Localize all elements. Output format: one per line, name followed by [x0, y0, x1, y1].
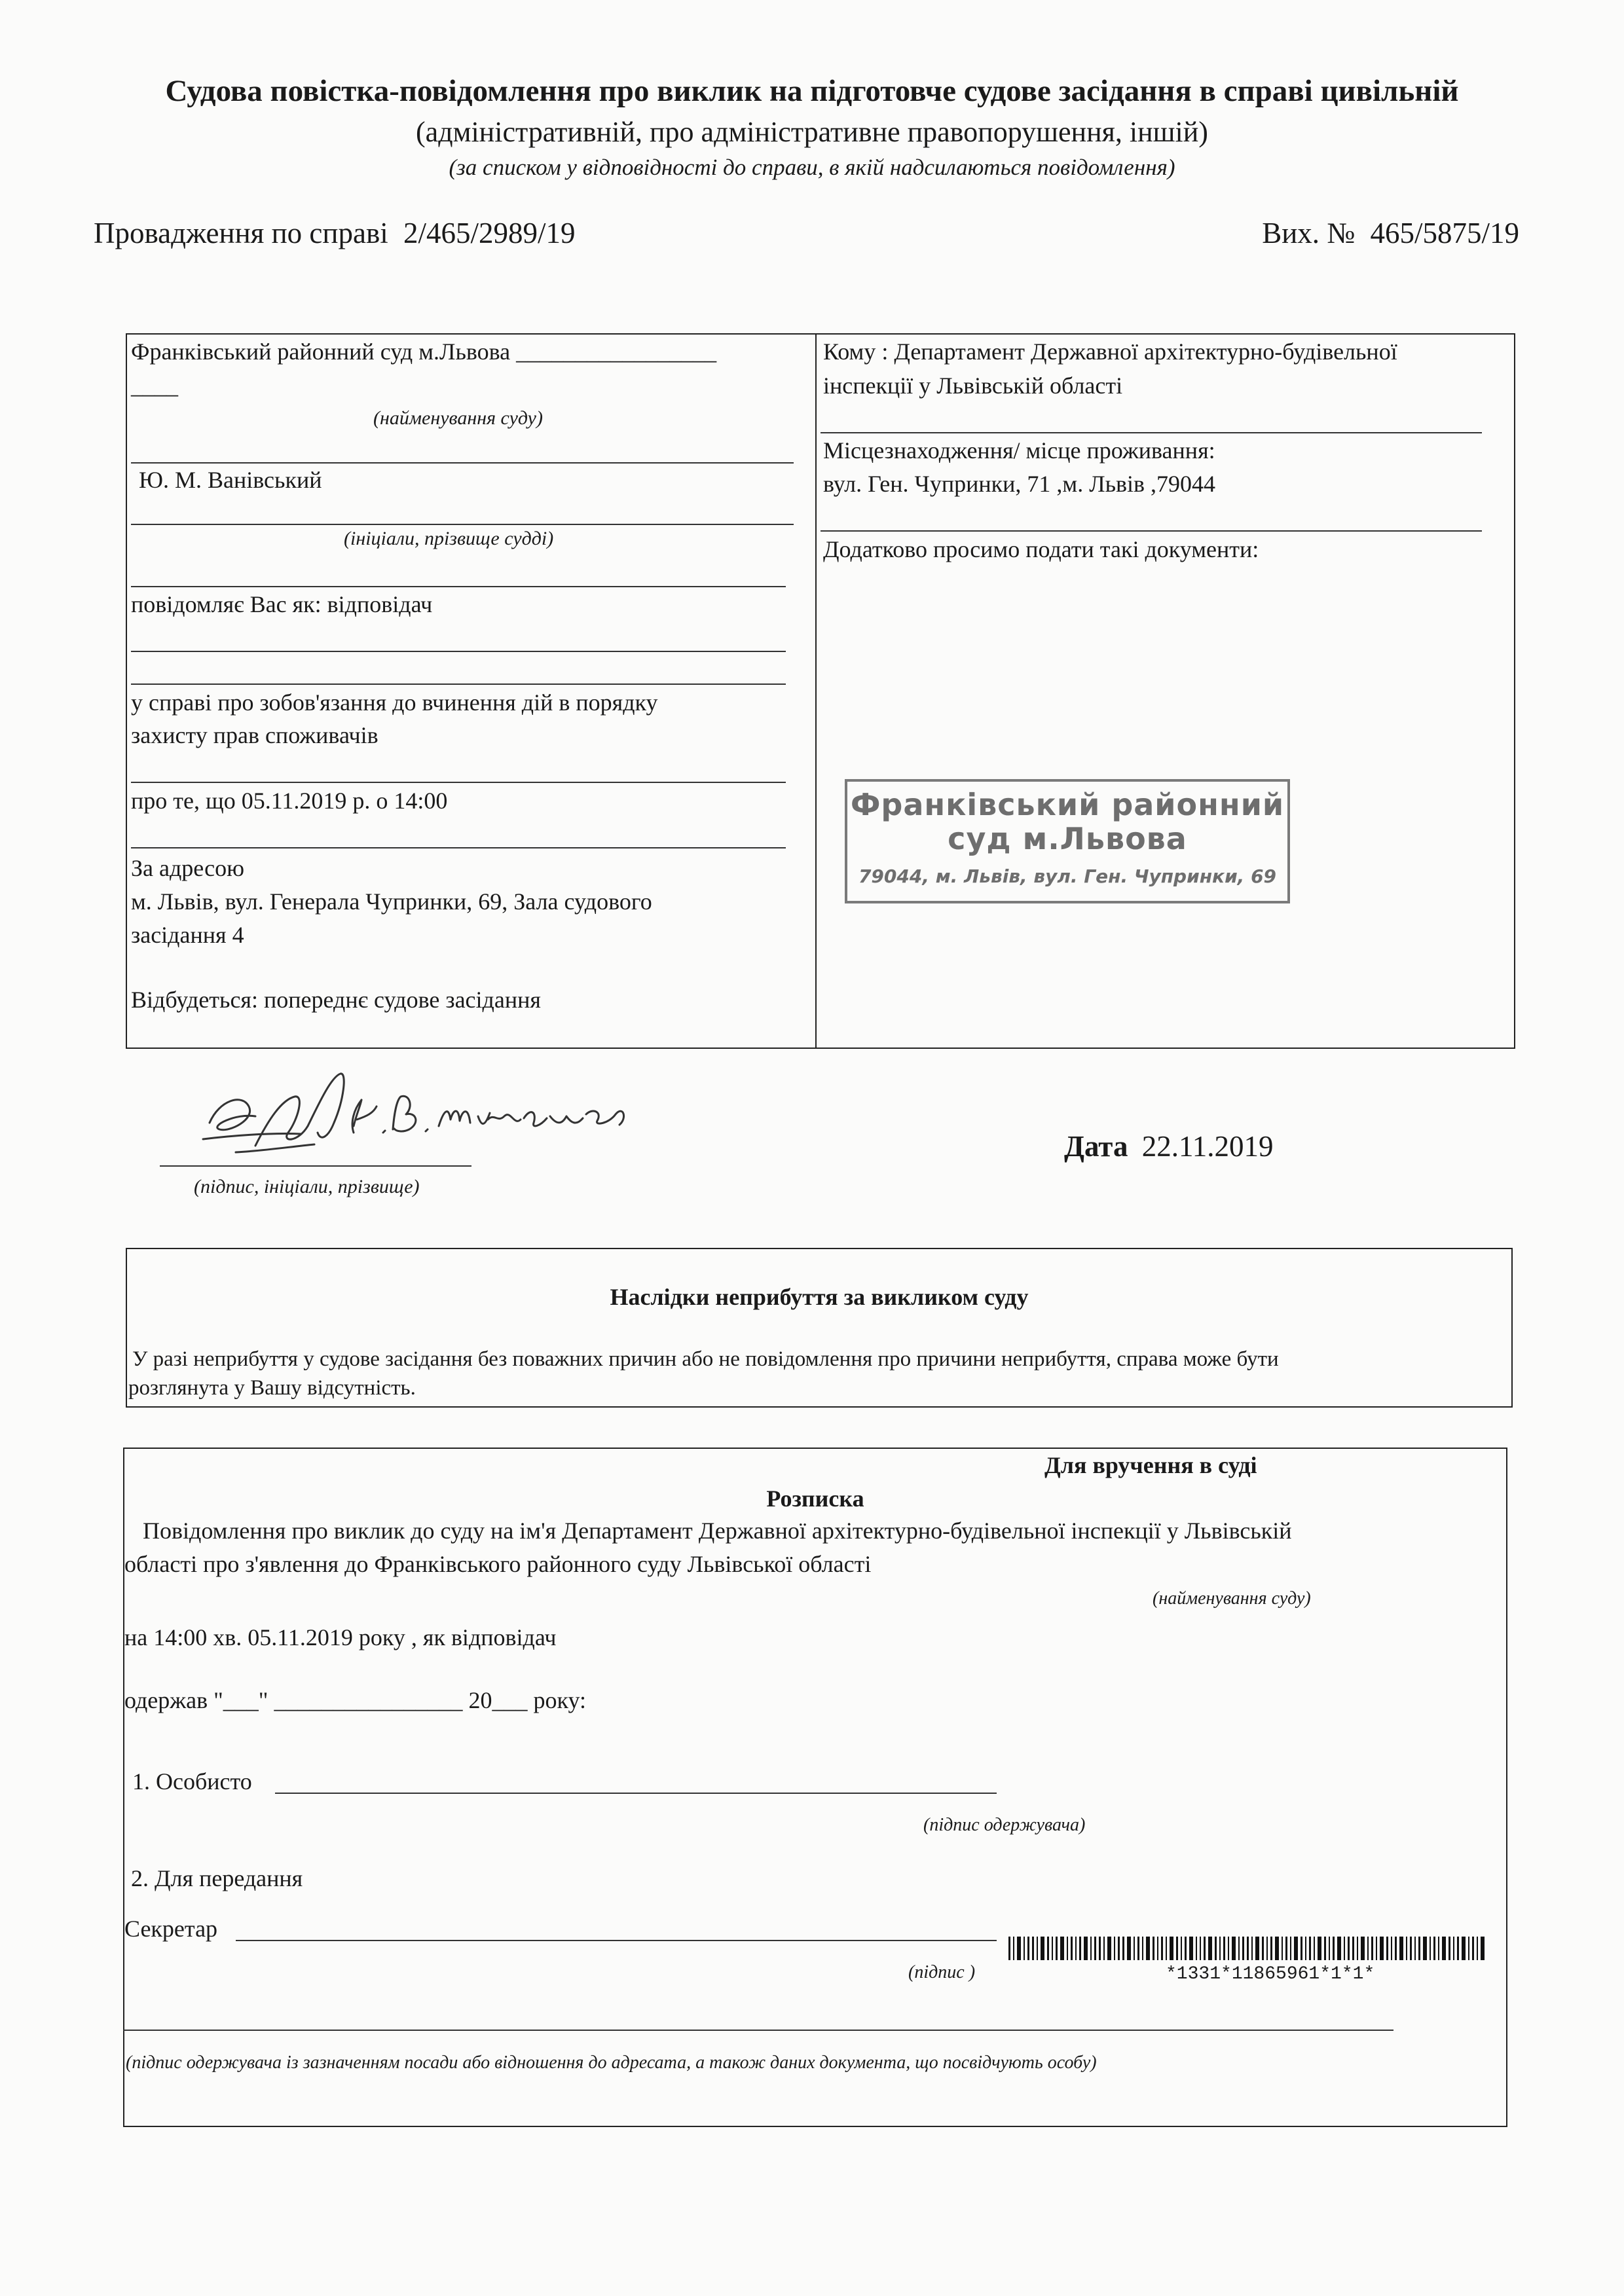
underline — [131, 782, 786, 783]
barcode-bar — [1118, 1937, 1120, 1960]
barcode-bar — [1453, 1937, 1454, 1960]
barcode-bar — [1410, 1937, 1412, 1960]
barcode-bar — [1282, 1937, 1283, 1960]
barcode-bar — [1477, 1937, 1478, 1960]
barcode-bar — [1027, 1937, 1029, 1960]
date-value: 22.11.2019 — [1141, 1130, 1274, 1163]
barcode-bar — [1196, 1937, 1197, 1960]
address-line-2: засідання 4 — [131, 922, 244, 948]
barcode-bar — [1223, 1937, 1225, 1960]
barcode-bar — [1395, 1937, 1397, 1960]
final-caption: (підпис одержувача із зазначенням посади або відношення до адресата, а також даних документа, що посвідчують особу) — [126, 2052, 1097, 2073]
barcode-bar — [1380, 1937, 1384, 1960]
barcode-bar — [1232, 1937, 1236, 1960]
barcode-bar — [1146, 1937, 1150, 1960]
receipt-court-caption: (найменування суду) — [1153, 1588, 1311, 1609]
barcode-bar — [1305, 1937, 1306, 1960]
secretary-label: Секретар — [124, 1916, 218, 1942]
document-note: (за списком у відповідності до справи, в якій надсилаються повідомлення) — [449, 155, 1175, 180]
barcode-bar — [1090, 1937, 1092, 1960]
stamp-line-2: суд м.Львова — [948, 821, 1187, 856]
barcode-bar — [1468, 1937, 1469, 1960]
barcode-bar — [1238, 1937, 1240, 1960]
barcode-bar — [1348, 1937, 1350, 1960]
barcode-bar — [1127, 1937, 1131, 1960]
court-stamp — [845, 779, 1290, 903]
barcode-bar — [1071, 1937, 1073, 1960]
barcode-bar — [1290, 1937, 1291, 1960]
barcode — [1008, 1937, 1513, 1960]
barcode-bar — [1301, 1937, 1302, 1960]
barcode-bar — [1318, 1937, 1321, 1960]
barcode-bar — [1376, 1937, 1377, 1960]
receipt-title: Розписка — [766, 1485, 864, 1512]
barcode-bar — [1399, 1937, 1403, 1960]
location-value: вул. Ген. Чупринки, 71 ,м. Львів ,79044 — [823, 471, 1216, 497]
court-name-caption: (найменування суду) — [373, 407, 543, 429]
barcode-bar — [1189, 1937, 1193, 1960]
barcode-bar — [1337, 1937, 1341, 1960]
barcode-bar — [1099, 1937, 1101, 1960]
barcode-bar — [1114, 1937, 1115, 1960]
barcode-bar — [1215, 1937, 1217, 1960]
barcode-bar — [1329, 1937, 1330, 1960]
barcode-bar — [1247, 1937, 1249, 1960]
barcode-bar — [1414, 1937, 1416, 1960]
secretary-caption: (підпис ) — [908, 1962, 976, 1982]
barcode-bar — [1457, 1937, 1459, 1960]
barcode-bar — [1047, 1937, 1049, 1960]
personal-caption: (підпис одержувача) — [923, 1815, 1086, 1835]
location-label: Місцезнаходження/ місце проживання: — [823, 437, 1215, 464]
stamp-line-1: Франківський районний — [850, 787, 1285, 822]
signature-underline — [160, 1165, 471, 1167]
underline — [131, 586, 786, 587]
barcode-bar — [1204, 1937, 1206, 1960]
barcode-bar — [1153, 1937, 1154, 1960]
barcode-bar — [1270, 1937, 1272, 1960]
barcode-bar — [1208, 1937, 1212, 1960]
recipient-line-1: Кому : Департамент Державної архітектурно-будівельної — [823, 338, 1397, 365]
date-line — [1064, 1129, 1274, 1163]
barcode-bar — [1314, 1937, 1315, 1960]
consequences-title: Наслідки неприбуття за викликом суду — [610, 1284, 1029, 1310]
barcode-bar — [1418, 1937, 1420, 1960]
consequences-text-1: У разі неприбуття у судове засідання без поважних причин або не повідомлення про причини неприбуття, справа може бути — [132, 1347, 1279, 1371]
case-line — [94, 216, 575, 250]
barcode-bar — [1430, 1937, 1431, 1960]
barcode-bar — [1242, 1937, 1244, 1960]
personal-signature-line — [275, 1793, 997, 1794]
barcode-bar — [1037, 1937, 1038, 1960]
date-label: Дата — [1064, 1130, 1128, 1163]
barcode-bar — [1391, 1937, 1392, 1960]
barcode-bar — [1032, 1937, 1034, 1960]
barcode-bar — [1176, 1937, 1178, 1960]
barcode-bar — [1262, 1937, 1264, 1960]
barcode-bar — [1094, 1937, 1096, 1960]
court-name: Франківський районний суд м.Львова _________________ — [131, 338, 717, 365]
barcode-bar — [1266, 1937, 1268, 1960]
outgoing-number: 465/5875/19 — [1370, 217, 1519, 249]
barcode-bar — [1157, 1937, 1158, 1960]
stamp-line-3: 79044, м. Львів, вул. Ген. Чупринки, 69 — [858, 866, 1277, 887]
barcode-bar — [1134, 1937, 1135, 1960]
documents-label: Додатково просимо подати такі документи: — [823, 536, 1259, 562]
receipt-time-line: на 14:00 хв. 05.11.2019 року , як відповідач — [124, 1624, 557, 1650]
barcode-bar — [1406, 1937, 1407, 1960]
judge-caption: (ініціали, прізвище судді) — [344, 528, 554, 549]
underline — [131, 462, 794, 464]
barcode-bar — [1371, 1937, 1373, 1960]
receipt-line-2: області про з'явлення до Франківського районного суду Львівської області — [124, 1551, 872, 1577]
case-number: 2/465/2989/19 — [403, 217, 576, 249]
barcode-bar — [1285, 1937, 1287, 1960]
barcode-bar — [1481, 1937, 1485, 1960]
barcode-bar — [1433, 1937, 1435, 1960]
barcode-bar — [1166, 1937, 1167, 1960]
event-type: Відбудеться: попереднє судове засідання — [131, 987, 541, 1013]
barcode-bar — [1251, 1937, 1253, 1960]
barcode-bar — [1122, 1937, 1124, 1960]
barcode-bar — [1142, 1937, 1143, 1960]
consequences-text-2: розглянута у Вашу відсутність. — [128, 1376, 416, 1400]
barcode-bar — [1472, 1937, 1474, 1960]
underline — [131, 651, 786, 652]
barcode-bar — [1181, 1937, 1182, 1960]
underline — [821, 530, 1482, 532]
receipt-line-1: Повідомлення про виклик до суду на ім'я Департамент Державної архітектурно-будівельної інспекції у Львівській — [143, 1518, 1292, 1544]
barcode-bar — [1103, 1937, 1105, 1960]
barcode-bar — [1361, 1937, 1365, 1960]
matter-line-1: у справі про зобов'язання до вчинення дій в порядку — [131, 689, 658, 716]
barcode-bar — [1137, 1937, 1139, 1960]
barcode-bar — [1344, 1937, 1345, 1960]
barcode-bar — [1013, 1937, 1014, 1960]
barcode-bar — [1060, 1937, 1064, 1960]
barcode-bar — [1056, 1937, 1058, 1960]
address-label: За адресою — [131, 855, 245, 881]
receipt-box — [123, 1448, 1507, 2127]
hearing-date-time: про те, що 05.11.2019 р. о 14:00 — [131, 788, 448, 814]
barcode-bar — [1438, 1937, 1439, 1960]
barcode-bar — [1017, 1937, 1021, 1960]
personal-label: 1. Особисто — [132, 1768, 252, 1795]
underline — [821, 432, 1482, 433]
barcode-bar — [1024, 1937, 1025, 1960]
barcode-bar — [1084, 1937, 1088, 1960]
judge-name: Ю. М. Ванівський — [139, 467, 322, 493]
barcode-bar — [1462, 1937, 1466, 1960]
address-line-1: м. Львів, вул. Генерала Чупринки, 69, Зала судового — [131, 888, 652, 915]
barcode-bar — [1170, 1937, 1173, 1960]
barcode-bar — [1423, 1937, 1427, 1960]
document-title: Судова повістка-повідомлення про виклик на підготовче судове засідання в справі цивільній — [165, 74, 1459, 108]
barcode-bar — [1008, 1937, 1010, 1960]
transfer-label: 2. Для передання — [131, 1865, 303, 1891]
barcode-bar — [1228, 1937, 1229, 1960]
barcode-bar — [1219, 1937, 1221, 1960]
secretary-signature-line — [236, 1940, 997, 1941]
underline — [131, 847, 786, 848]
barcode-bar — [1185, 1937, 1187, 1960]
barcode-bar — [1275, 1937, 1279, 1960]
barcode-bar — [1442, 1937, 1446, 1960]
barcode-bar — [1333, 1937, 1335, 1960]
barcode-bar — [1200, 1937, 1201, 1960]
barcode-bar — [1079, 1937, 1081, 1960]
barcode-bar — [1052, 1937, 1053, 1960]
recipient-line-2: інспекції у Львівській області — [823, 373, 1123, 399]
court-name-cont: ____ — [131, 373, 178, 399]
final-signature-line — [123, 2030, 1393, 2031]
barcode-bar — [1324, 1937, 1326, 1960]
barcode-bar — [1161, 1937, 1163, 1960]
barcode-bar — [1386, 1937, 1388, 1960]
barcode-bar — [1075, 1937, 1077, 1960]
barcode-bar — [1367, 1937, 1369, 1960]
underline — [131, 524, 794, 525]
barcode-bar — [1309, 1937, 1311, 1960]
barcode-bar — [1041, 1937, 1044, 1960]
received-date-line: одержав "___" ________________ 20___ року: — [124, 1687, 587, 1713]
case-label: Провадження по справі — [94, 217, 388, 249]
barcode-bar — [1107, 1937, 1111, 1960]
barcode-bar — [1352, 1937, 1354, 1960]
barcode-bar — [1067, 1937, 1068, 1960]
underline — [131, 683, 786, 685]
matter-line-2: захисту прав споживачів — [131, 722, 378, 748]
signature-caption: (підпис, ініціали, прізвище) — [194, 1176, 420, 1197]
document-subtitle: (адміністративній, про адміністративне правопорушення, іншій) — [416, 116, 1208, 148]
notifies-as: повідомляє Вас як: відповідач — [131, 591, 433, 617]
barcode-bar — [1255, 1937, 1259, 1960]
summons-box-divider — [815, 333, 817, 1049]
outgoing-number-line — [1262, 216, 1519, 250]
barcode-bar — [1294, 1937, 1298, 1960]
outgoing-label: Вих. № — [1262, 217, 1356, 249]
barcode-text: *1331*11865961*1*1* — [1166, 1964, 1375, 1984]
barcode-bar — [1357, 1937, 1358, 1960]
for-court-label: Для вручення в суді — [1044, 1452, 1257, 1478]
handwritten-signature — [157, 1061, 694, 1192]
barcode-bar — [1449, 1937, 1450, 1960]
